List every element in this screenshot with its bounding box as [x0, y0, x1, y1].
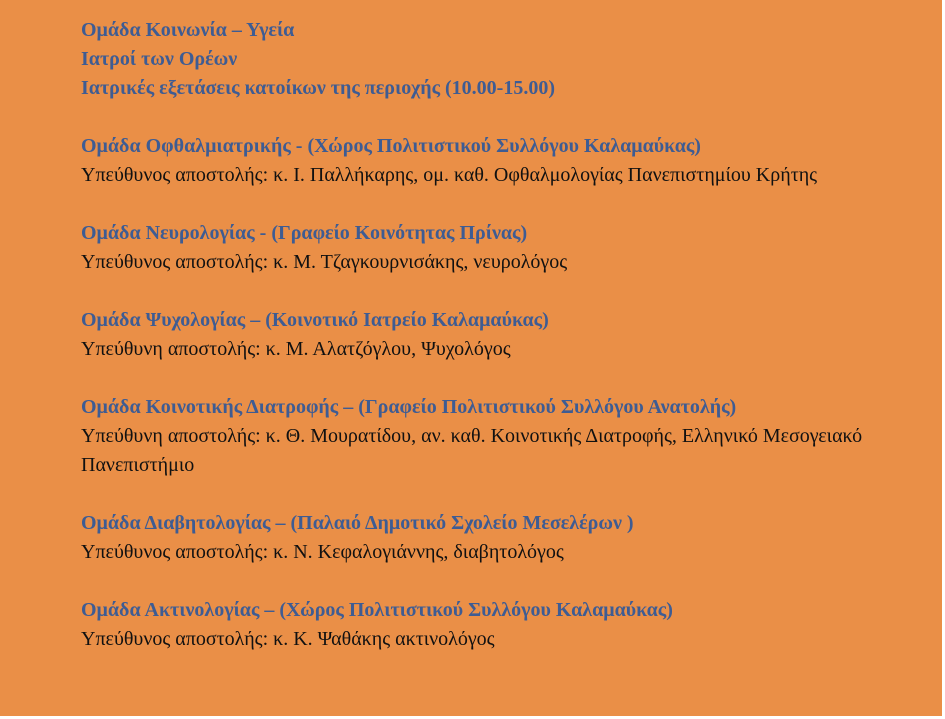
intro-title: Ομάδα Κοινωνία – Υγεία	[81, 19, 295, 41]
section-responsible: Υπεύθυνη αποστολής: κ. Θ. Μουρατίδου, αν. καθ. Κοινοτικής Διατροφής, Ελληνικό Μεσογειακό Πανεπιστήμιο	[81, 425, 863, 476]
section-responsible: Υπεύθυνος αποστολής: κ. Μ. Τζαγκουρνισάκης, νευρολόγος	[81, 251, 568, 273]
section-heading: Ομάδα Ακτινολογίας – (Χώρος Πολιτιστικού Συλλόγου Καλαμαύκας)	[81, 599, 673, 621]
section-responsible: Υπεύθυνος αποστολής: κ. Ν. Κεφαλογιάννης, διαβητολόγος	[81, 541, 564, 563]
section-radiology	[81, 596, 942, 654]
intro-description: Ιατρικές εξετάσεις κατοίκων της περιοχής (10.00-15.00)	[81, 77, 555, 99]
section-nutrition	[81, 393, 942, 480]
section-responsible: Υπεύθυνη αποστολής: κ. Μ. Αλατζόγλου, Ψυχολόγος	[81, 338, 511, 360]
section-heading: Ομάδα Ψυχολογίας – (Κοινοτικό Ιατρείο Καλαμαύκας)	[81, 309, 549, 331]
section-ophthalmology	[81, 132, 942, 190]
section-heading: Ομάδα Κοινοτικής Διατροφής – (Γραφείο Πολιτιστικού Συλλόγου Ανατολής)	[81, 396, 737, 418]
section-neurology	[81, 219, 942, 277]
section-heading: Ομάδα Οφθαλμιατρικής - (Χώρος Πολιτιστικού Συλλόγου Καλαμαύκας)	[81, 135, 701, 157]
intro-organization: Ιατροί των Ορέων	[81, 48, 238, 70]
section-psychology	[81, 306, 942, 364]
section-responsible: Υπεύθυνος αποστολής: κ. Ι. Παλλήκαρης, ομ. καθ. Οφθαλμολογίας Πανεπιστημίου Κρήτης	[81, 164, 818, 186]
section-diabetology	[81, 509, 942, 567]
section-heading: Ομάδα Νευρολογίας - (Γραφείο Κοινότητας Πρίνας)	[81, 222, 528, 244]
section-heading: Ομάδα Διαβητολογίας – (Παλαιό Δημοτικό Σχολείο Μεσελέρων )	[81, 512, 634, 534]
intro-block	[81, 16, 942, 103]
section-responsible: Υπεύθυνος αποστολής: κ. Κ. Ψαθάκης ακτινολόγος	[81, 628, 495, 650]
